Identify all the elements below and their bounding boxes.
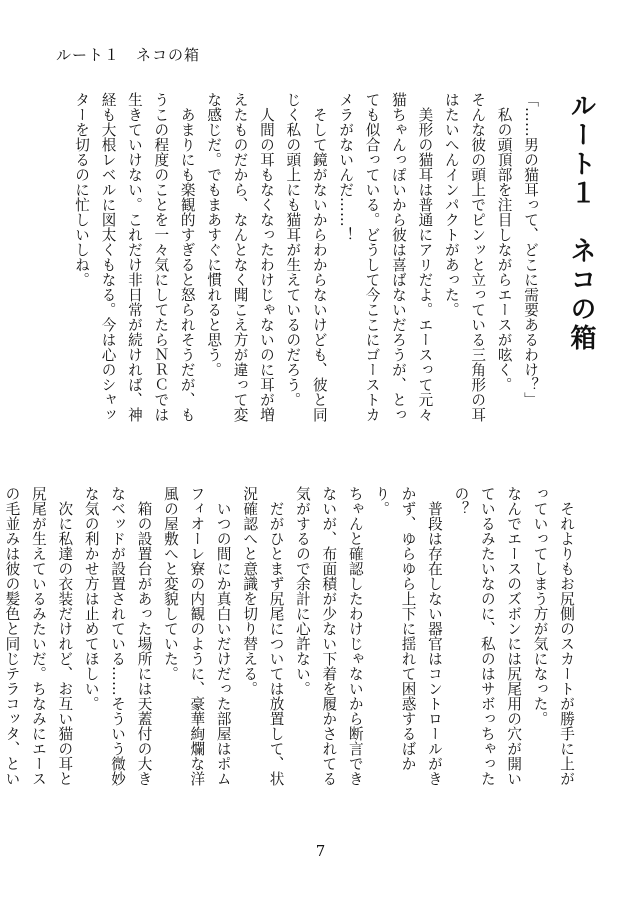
body-text-lower xyxy=(3,486,579,800)
paragraph: そんな彼の頭上でピンッと立っている三角形の耳はたいへんインパクトがあった。 xyxy=(442,92,487,422)
paragraph: 次に私達の衣装だけれど、お互い猫の耳と尻尾が生えているみたいだ。ちなみにエースの毛並みは彼の髪色と同じテラコッタ、とい xyxy=(3,486,74,786)
body-text-upper xyxy=(59,92,543,428)
running-head: ルート１ ネコの箱 xyxy=(56,46,201,64)
paragraph: 箱の設置台があった場所には天蓋付の大きなベッドが設置されている……そういう微妙な気の利かせ方は止めてほしい。 xyxy=(82,486,153,786)
paragraph: それよりもお尻側のスカートが勝手に上がっていってしまう方が気になった。 xyxy=(531,486,575,786)
paragraph: 私の頭頂部を注目しながらエースが呟く。 xyxy=(495,106,513,392)
paragraph: 「……男の猫耳って、どこに需要あるわけ？」 xyxy=(522,92,539,407)
paragraph: 人間の耳もなくなったわけじゃないのに耳が増えたものだから、なんとなく聞こえ方が違って変な感じだ。でもまあすぐに慣れると思う。 xyxy=(205,92,275,422)
paragraph: 普段は存在しない器官はコントロールがきかず、ゆらゆら上下に揺れて困惑するばかり。 xyxy=(373,486,443,786)
paragraph: なんでエースのズボンには尻尾用の穴が開いているみたいなのに、私のはサボっちゃったの？ xyxy=(452,486,523,786)
page-number: 7 xyxy=(315,842,326,860)
paragraph: ちゃんと確認したわけじゃないから断言できないが、布面積が少ない下着を履かされてる気がするので余計に心許ない。 xyxy=(293,486,364,786)
chapter-title: ルート１ ネコの箱 xyxy=(566,92,596,353)
paragraph: いつの間にか真白いだけだった部屋はポムフィオーレ寮の内観のように、豪華絢爛な洋風の屋敷へと変貌していた。 xyxy=(161,486,232,786)
paragraph: そして鏡がないからわからないけども、彼と同じく私の頭上にも猫耳が生えているのだろう。 xyxy=(284,92,328,422)
paragraph: 美形の猫耳は普通にアリだよ。エースって元々猫ちゃんっぽいから彼は喜ばないだろうが、とっても似合っている。どうして今ここにゴーストカメラがないんだ……！ xyxy=(337,92,434,422)
paragraph: だがひとまず尻尾については放置して、状況確認へと意識を切り替える。 xyxy=(241,486,285,786)
paragraph: あまりにも楽観的すぎると怒られそうだが、もうこの程度のことを一々気にしてたらＮＲＣでは生きていけない。これだけ非日常が続ければ、神経も大根レベルに図太くもなる。今は心のシャッターを切るのに忙しいしね。 xyxy=(73,92,196,422)
